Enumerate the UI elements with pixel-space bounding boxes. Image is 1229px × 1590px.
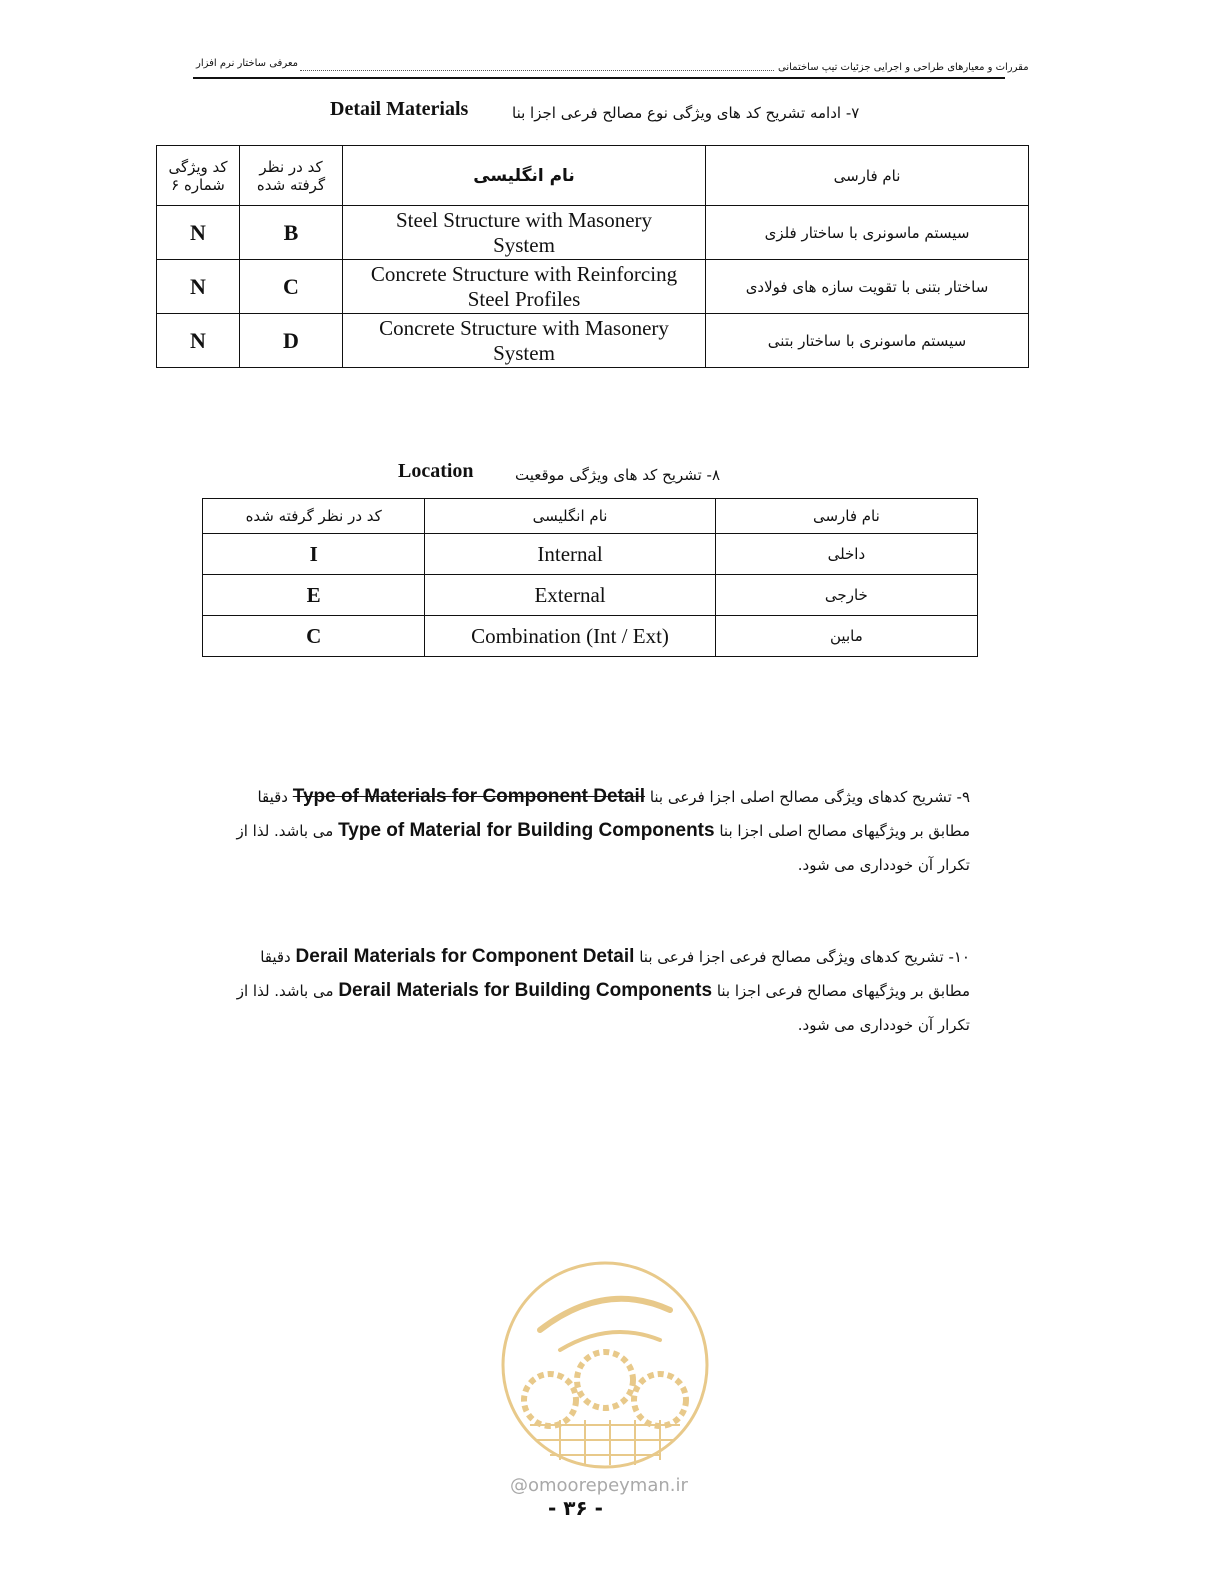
header-assigned-code: کد در نظر گرفته شده [203, 499, 425, 534]
paragraph-10-line3: تکرار آن خودداری می شود. [797, 1016, 970, 1034]
english-name-cell: Internal [425, 534, 715, 575]
paragraph-9-line1 [180, 780, 970, 814]
table-header-row [157, 146, 1029, 206]
paragraph-10 [180, 940, 970, 1042]
feature-code-cell: N [157, 314, 240, 368]
assigned-code-cell: I [203, 534, 425, 575]
persian-name-cell: ساختار بتنی با تقویت سازه های فولادی [706, 260, 1029, 314]
header-persian-name: نام فارسی [715, 499, 977, 534]
location-table [202, 498, 978, 657]
header-dotted-leader [300, 70, 774, 71]
assigned-code-cell: D [240, 314, 343, 368]
watermark-gear [577, 1352, 633, 1408]
english-name-line1: Concrete Structure with Reinforcing [370, 261, 678, 286]
persian-name-cell: سیستم ماسونری با ساختار بتنی [706, 314, 1029, 368]
table-row [203, 534, 978, 575]
header-feature-code [157, 146, 240, 206]
persian-name-cell: خارجی [715, 575, 977, 616]
watermark-gear [634, 1374, 686, 1426]
paragraph-10-line1 [180, 940, 970, 974]
english-name-line2: System [493, 340, 555, 365]
paragraph-10-text: می باشد. لذا از [236, 982, 334, 1000]
header-assigned-code [240, 146, 343, 206]
section8-caption [398, 460, 474, 483]
assigned-code-cell: E [203, 575, 425, 616]
paragraph-10-text: ۱۰- تشریح کدهای ویژگی مصالح فرعی اجزا فرعی بنا [639, 948, 970, 966]
header-english-name: نام انگلیسی [343, 146, 706, 206]
watermark-url [510, 1475, 688, 1496]
persian-name-cell: سیستم ماسونری با ساختار فلزی [706, 206, 1029, 260]
assigned-code-cell: B [240, 206, 343, 260]
watermark-calligraphy [540, 1299, 670, 1330]
watermark-calligraphy [560, 1332, 660, 1350]
table-row [157, 260, 1029, 314]
paragraph-10-english-term: Derail Materials for Building Components [338, 980, 713, 1001]
header-assigned-code-line2: گرفته شده [256, 175, 326, 194]
feature-code-cell: N [157, 206, 240, 260]
section7-title-en: Detail Materials [330, 98, 469, 120]
header-section-title: معرفی ساختار نرم افزار [196, 58, 299, 69]
persian-name-cell: داخلی [715, 534, 977, 575]
english-name-cell: External [425, 575, 715, 616]
paragraph-9 [180, 780, 970, 882]
section7-caption [330, 98, 468, 121]
header-feature-code-line2: شماره ۶ [171, 175, 225, 194]
header-english-name: نام انگلیسی [425, 499, 715, 534]
assigned-code-cell: C [240, 260, 343, 314]
paragraph-9-line3: تکرار آن خودداری می شود. [797, 856, 970, 874]
page-number: - ۳۶ - [548, 1496, 603, 1520]
paragraph-9-text: مطابق بر ویژگیهای مصالح اصلی اجزا بنا [719, 822, 970, 840]
header-feature-code-line1: کد ویژگی [168, 157, 228, 176]
section8-title-fa: ۸- تشریح کد های ویژگی موقعیت [515, 466, 721, 484]
watermark-url-text: omoorepeyman.ir [528, 1475, 688, 1496]
english-name-line2: System [493, 232, 555, 257]
detail-materials-table [156, 145, 1029, 368]
table-header-row [203, 499, 978, 534]
watermark-gear [524, 1374, 576, 1426]
section8-title-en: Location [398, 460, 474, 482]
paragraph-9-line2 [180, 814, 970, 848]
table-row [203, 575, 978, 616]
header-rule [193, 77, 1005, 79]
table-row [203, 616, 978, 657]
table-row [157, 206, 1029, 260]
english-name-line1: Concrete Structure with Masonery [379, 315, 669, 340]
english-name-cell [343, 260, 706, 314]
paragraph-10-text: مطابق بر ویژگیهای مصالح فرعی اجزا بنا [716, 982, 970, 1000]
assigned-code-cell: C [203, 616, 425, 657]
english-name-cell [343, 314, 706, 368]
table-row [157, 314, 1029, 368]
feature-code-cell: N [157, 260, 240, 314]
paragraph-10-text: دقیقا [260, 948, 291, 966]
paragraph-9-text: ۹- تشریح کدهای ویژگی مصالح اصلی اجزا فرعی بنا [649, 788, 970, 806]
english-name-cell [343, 206, 706, 260]
paragraph-9-text: می باشد. لذا از [236, 822, 334, 840]
header-assigned-code-line1: کد در نظر [259, 157, 323, 176]
english-name-line1: Steel Structure with Masonery [395, 207, 653, 232]
paragraph-10-line2 [180, 974, 970, 1008]
paragraph-9-english-term: Type of Material for Building Components [338, 820, 715, 841]
persian-name-cell: مابین [715, 616, 977, 657]
watermark-logo [500, 1260, 710, 1470]
section7-title-fa: ۷- ادامه تشریح کد های ویژگی نوع مصالح فرعی اجزا بنا [512, 104, 860, 122]
header-persian-name: نام فارسی [706, 146, 1029, 206]
watermark-ring [503, 1263, 707, 1467]
header-document-title: مقررات و معیارهای طراحی و اجرایی جزئیات تیپ ساختمانی [778, 62, 1029, 73]
at-icon: @ [510, 1475, 528, 1496]
paragraph-9-english-term: Type of Materials for Component Detail [292, 786, 646, 807]
english-name-line2: Steel Profiles [467, 286, 581, 311]
paragraph-10-english-term: Derail Materials for Component Detail [295, 946, 635, 967]
english-name-cell: Combination (Int / Ext) [425, 616, 715, 657]
paragraph-9-text: دقیقا [257, 788, 288, 806]
